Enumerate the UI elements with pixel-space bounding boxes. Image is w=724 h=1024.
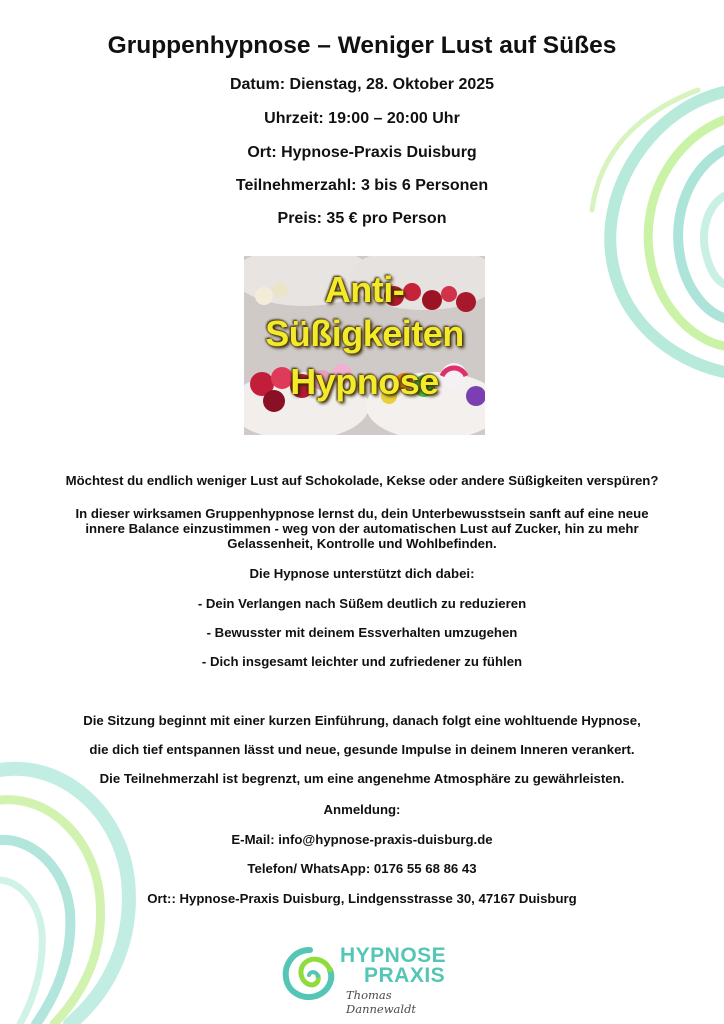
intro-text-line-1: In dieser wirksamen Gruppenhypnose lernst du, dein Unterbewusstsein sanft auf eine neue [75, 506, 649, 521]
contact-address: Ort:: Hypnose-Praxis Duisburg, Lindgensstrasse 30, 47167 Duisburg [147, 891, 577, 906]
bullet-item: - Dich insgesamt leichter und zufriedener zu fühlen [201, 654, 523, 669]
image-text-anti: Anti- [324, 269, 405, 310]
event-location: Ort: Hypnose-Praxis Duisburg [247, 144, 477, 161]
event-time: Uhrzeit: 19:00 – 20:00 Uhr [264, 110, 460, 127]
intro-text-line-3: Gelassenheit, Kontrolle und Wohlbefinden. [227, 536, 497, 551]
contact-phone: Telefon/ WhatsApp: 0176 55 68 86 43 [247, 861, 477, 876]
hypnose-praxis-logo [280, 940, 460, 1016]
event-participants: Teilnehmerzahl: 3 bis 6 Personen [235, 177, 489, 194]
spiral-logo-icon [280, 944, 340, 1004]
page-title: Gruppenhypnose – Weniger Lust auf Süßes [107, 32, 617, 59]
session-text-line-2: die dich tief entspannen lässt und neue, gesunde Impulse in deinem Inneren verankert. [89, 742, 635, 757]
bullet-item: - Dein Verlangen nach Süßem deutlich zu reduzieren [197, 596, 527, 611]
support-heading: Die Hypnose unterstützt dich dabei: [249, 566, 475, 581]
question-text: Möchtest du endlich weniger Lust auf Schokolade, Kekse oder andere Süßigkeiten verspüren? [65, 473, 659, 488]
image-text-suessigkeiten: Süßigkeiten [265, 313, 464, 354]
logo-signature: Thomas Dannewaldt [346, 988, 417, 1016]
limit-text: Die Teilnehmerzahl ist begrenzt, um eine angenehme Atmosphäre zu gewährleisten. [99, 771, 625, 786]
logo-word-praxis: PRAXIS [364, 964, 446, 987]
anti-sweets-hypnosis-image [244, 256, 485, 435]
session-text-line-1: Die Sitzung beginnt mit einer kurzen Einführung, danach folgt eine wohltuende Hypnose, [83, 713, 641, 728]
bullet-item: - Bewusster mit deinem Essverhalten umzugehen [206, 625, 518, 640]
intro-text-line-2: innere Balance einzustimmen - weg von der automatischen Lust auf Zucker, hin zu mehr [85, 521, 639, 536]
image-text-hypnose: Hypnose [290, 361, 439, 402]
logo-word-hypnose: HYPNOSE [340, 944, 447, 967]
event-date: Datum: Dienstag, 28. Oktober 2025 [229, 76, 495, 93]
contact-email: E-Mail: info@hypnose-praxis-duisburg.de [231, 832, 493, 847]
event-price: Preis: 35 € pro Person [277, 210, 447, 227]
registration-heading: Anmeldung: [323, 802, 401, 817]
